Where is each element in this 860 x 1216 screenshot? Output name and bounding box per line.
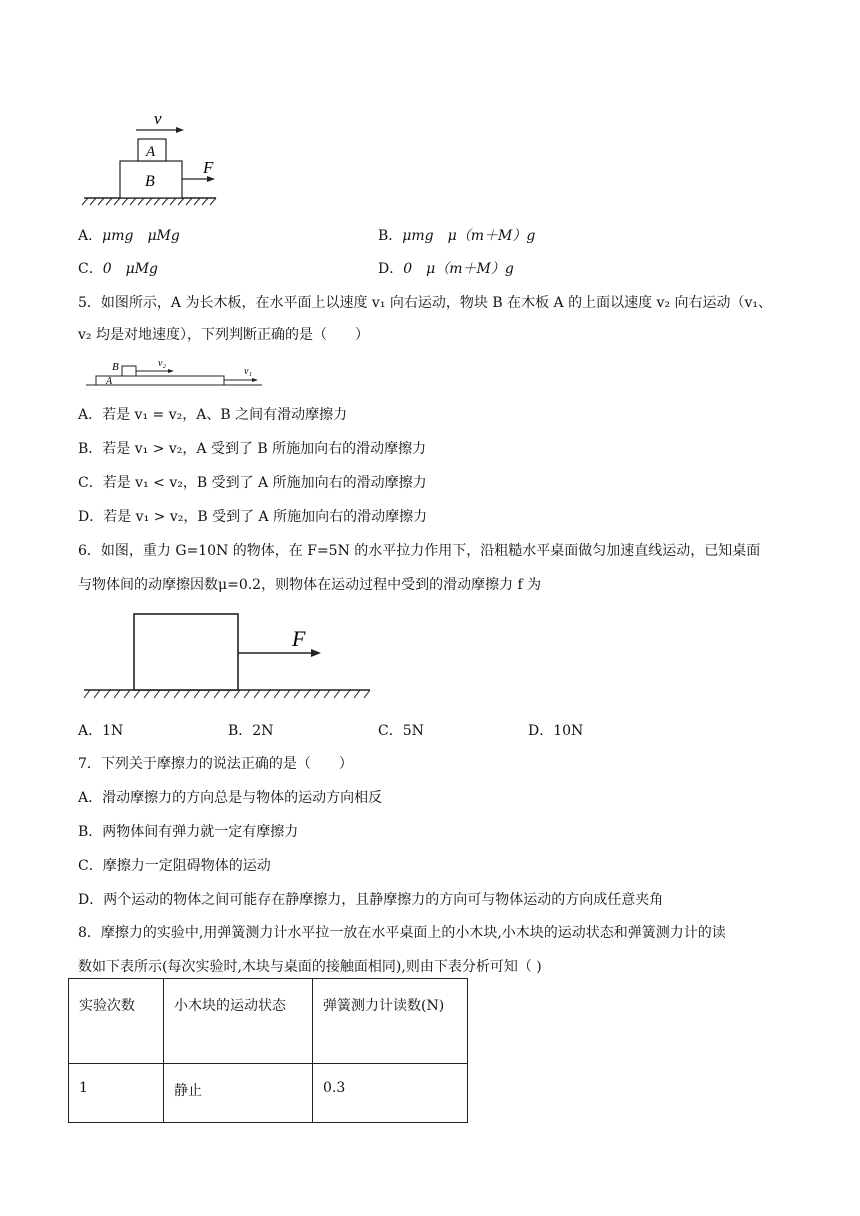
q6-option-a[interactable]: A．1N (78, 723, 124, 739)
option-letter: C． (78, 261, 103, 277)
table-cell: 0.3 (313, 1064, 468, 1123)
force-label: F (203, 158, 214, 177)
v1-label: v₁ (244, 366, 252, 377)
board-a (96, 376, 224, 385)
q4-figure (80, 108, 220, 208)
q6-option-c[interactable]: C．5N (378, 723, 424, 739)
q7-option-a[interactable]: A．滑动摩擦力的方向总是与物体的运动方向相反 (78, 790, 383, 806)
velocity-label: v (154, 109, 162, 128)
option-text: 0 μMg (102, 261, 159, 277)
option-text: μmg μMg (102, 228, 180, 244)
q6-option-b[interactable]: B．2N (228, 723, 274, 739)
arrow-right-icon (168, 369, 174, 373)
table-row (69, 1064, 468, 1123)
force-label: F (292, 626, 306, 651)
arrow-right-icon (311, 649, 321, 657)
q4-option-a[interactable] (78, 226, 180, 246)
arrow-right-icon (176, 127, 184, 133)
block (134, 614, 238, 690)
option-letter: A． (78, 228, 103, 244)
q7-option-c[interactable]: C．摩擦力一定阻碍物体的运动 (78, 858, 271, 874)
table-header-cell: 弹簧测力计读数(N) (313, 979, 468, 1064)
q8-stem-line2: 数如下表所示(每次实验时,木块与桌面的接触面相同),则由下表分析可知（ ) (78, 959, 542, 975)
block-b (122, 366, 136, 376)
q5-stem-line2: v₂ 均是对地速度），下列判断正确的是（ ） (78, 327, 369, 343)
block-a-label: A (146, 144, 156, 160)
experiment-table (68, 978, 468, 1123)
q4-option-b[interactable] (378, 226, 535, 246)
q7-option-d[interactable]: D．两个运动的物体之间可能存在静摩擦力，且静摩擦力的方向可与物体运动的方向成任意夹角 (78, 892, 664, 908)
board-a-label: A (106, 376, 113, 387)
q8-stem-line1: 8．摩擦力的实验中,用弹簧测力计水平拉一放在水平桌面上的小木块,小木块的运动状态和弹簧测力计的读 (78, 925, 726, 941)
table-header-cell: 小木块的运动状态 (164, 979, 313, 1064)
option-letter: B． (378, 228, 403, 244)
q7-stem: 7．下列关于摩擦力的说法正确的是（ ） (78, 756, 353, 772)
q5-figure (84, 354, 264, 390)
q4-option-c[interactable] (78, 259, 158, 279)
block-b-label: B (145, 173, 155, 190)
arrow-right-icon (252, 378, 258, 382)
q4-option-d[interactable] (378, 259, 514, 279)
q5-option-a[interactable]: A．若是 v₁ = v₂，A、B 之间有滑动摩擦力 (78, 407, 348, 423)
option-text: 0 μ（m＋M）g (403, 261, 514, 277)
table-header-row (69, 979, 468, 1064)
table-cell: 静止 (164, 1064, 313, 1123)
q7-option-b[interactable]: B．两物体间有弹力就一定有摩擦力 (78, 824, 299, 840)
q5-stem-line1: 5．如图所示，A 为长木板，在水平面上以速度 v₁ 向右运动，物块 B 在木板 A 的上面以速度 v₂ 向右运动（v₁、 (78, 295, 773, 311)
q5-option-d[interactable]: D．若是 v₁ > v₂，B 受到了 A 所施加向右的滑动摩擦力 (78, 509, 428, 525)
q6-figure (82, 610, 372, 702)
q6-stem-line2: 与物体间的动摩擦因数μ=0.2，则物体在运动过程中受到的滑动摩擦力 f 为 (78, 577, 542, 593)
v2-label: v₂ (158, 358, 166, 369)
q5-option-b[interactable]: B．若是 v₁ > v₂，A 受到了 B 所施加向右的滑动摩擦力 (78, 441, 427, 457)
table-header-cell: 实验次数 (69, 979, 164, 1064)
block-b-label: B (112, 361, 119, 373)
option-text: μmg μ（m＋M）g (402, 228, 536, 244)
option-letter: D． (378, 261, 404, 277)
table-cell: 1 (69, 1064, 164, 1123)
q5-option-c[interactable]: C．若是 v₁ < v₂，B 受到了 A 所施加向右的滑动摩擦力 (78, 475, 427, 491)
q6-stem-line1: 6．如图，重力 G=10N 的物体，在 F=5N 的水平拉力作用下，沿粗糙水平桌面做匀加速直线运动，已知桌面 (78, 543, 761, 559)
q6-option-d[interactable]: D．10N (528, 723, 584, 739)
